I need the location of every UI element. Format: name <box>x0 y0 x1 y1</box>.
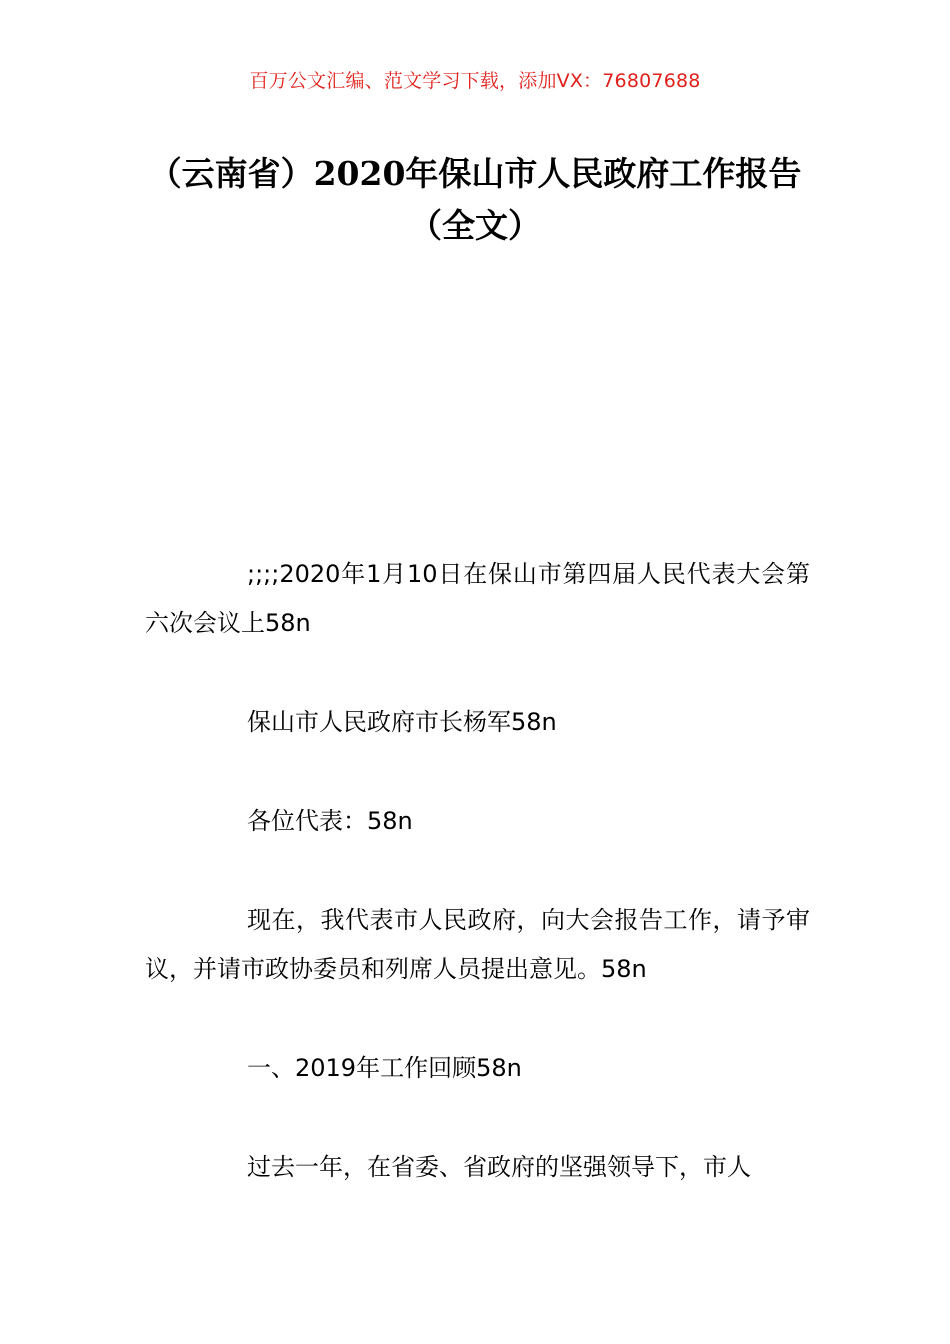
paragraph-meeting-info: ;;;;2020年1月10日在保山市第四届人民代表大会第六次会议上58n <box>145 560 810 637</box>
paragraph-review-start: 过去一年，在省委、省政府的坚强领导下，市人 <box>247 1153 751 1181</box>
paragraph-salutation: 各位代表：58n <box>247 807 413 835</box>
header-watermark-note: 百万公文汇编、范文学习下载，添加VX：76807688 <box>249 70 701 92</box>
document-title: （云南省）2020年保山市人民政府工作报告（全文） <box>148 154 802 245</box>
section-heading-review: 一、2019年工作回顾58n <box>247 1054 522 1082</box>
document-body <box>145 550 810 1242</box>
paragraph-opening: 现在，我代表市人民政府，向大会报告工作，请予审议，并请市政协委员和列席人员提出意见。58n <box>145 906 810 983</box>
paragraph-speaker: 保山市人民政府市长杨军58n <box>247 708 557 736</box>
